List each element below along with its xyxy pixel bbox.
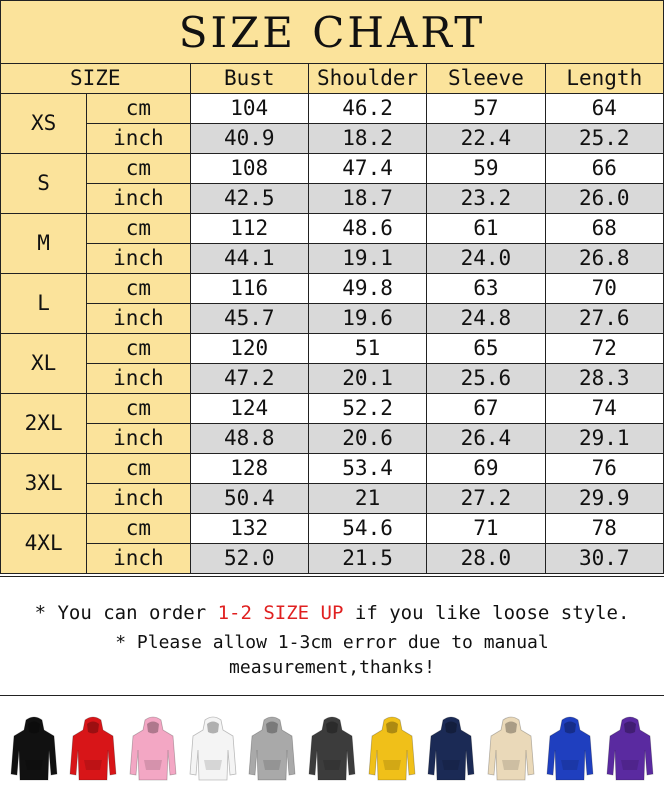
size-label: 4XL <box>1 514 87 574</box>
note-highlight: 1-2 SIZE UP <box>217 602 344 624</box>
measurement-cell: 63 <box>427 274 545 304</box>
measurement-cell: 42.5 <box>190 184 308 214</box>
measurement-cell: 57 <box>427 94 545 124</box>
table-row <box>1 454 664 484</box>
measurement-cell: 52.0 <box>190 544 308 574</box>
header-size: SIZE <box>1 64 191 94</box>
measurement-cell: 19.1 <box>308 244 426 274</box>
measurement-cell: 51 <box>308 334 426 364</box>
measurement-cell: 24.0 <box>427 244 545 274</box>
hoodie-icon <box>606 716 654 782</box>
header-length: Length <box>545 64 663 94</box>
table-row <box>1 184 664 214</box>
unit-label: cm <box>87 274 190 304</box>
unit-label: inch <box>87 124 190 154</box>
hoodie-icon <box>368 716 416 782</box>
measurement-cell: 76 <box>545 454 663 484</box>
measurement-cell: 30.7 <box>545 544 663 574</box>
measurement-cell: 59 <box>427 154 545 184</box>
hoodie-icon <box>546 716 594 782</box>
table-row <box>1 514 664 544</box>
measurement-cell: 26.8 <box>545 244 663 274</box>
measurement-cell: 48.8 <box>190 424 308 454</box>
table-row <box>1 544 664 574</box>
measurement-cell: 47.4 <box>308 154 426 184</box>
unit-label: inch <box>87 304 190 334</box>
measurement-cell: 21 <box>308 484 426 514</box>
unit-label: inch <box>87 544 190 574</box>
size-table <box>0 63 664 574</box>
header-shoulder: Shoulder <box>308 64 426 94</box>
hoodie-icon <box>129 716 177 782</box>
unit-label: inch <box>87 364 190 394</box>
measurement-cell: 26.4 <box>427 424 545 454</box>
table-row <box>1 364 664 394</box>
measurement-cell: 45.7 <box>190 304 308 334</box>
measurement-cell: 124 <box>190 394 308 424</box>
measurement-cell: 50.4 <box>190 484 308 514</box>
table-row <box>1 244 664 274</box>
measurement-cell: 53.4 <box>308 454 426 484</box>
measurement-cell: 48.6 <box>308 214 426 244</box>
measurement-cell: 104 <box>190 94 308 124</box>
measurement-cell: 69 <box>427 454 545 484</box>
measurement-cell: 25.6 <box>427 364 545 394</box>
unit-label: cm <box>87 214 190 244</box>
measurement-cell: 128 <box>190 454 308 484</box>
hoodie-icon <box>10 716 58 782</box>
measurement-cell: 25.2 <box>545 124 663 154</box>
size-label: 3XL <box>1 454 87 514</box>
measurement-cell: 70 <box>545 274 663 304</box>
table-row <box>1 484 664 514</box>
table-row <box>1 304 664 334</box>
measurement-cell: 20.1 <box>308 364 426 394</box>
note-size-up <box>0 602 664 624</box>
unit-label: cm <box>87 94 190 124</box>
unit-label: cm <box>87 394 190 424</box>
size-label: S <box>1 154 87 214</box>
table-row <box>1 94 664 124</box>
table-row <box>1 124 664 154</box>
unit-label: cm <box>87 514 190 544</box>
measurement-cell: 21.5 <box>308 544 426 574</box>
measurement-cell: 27.6 <box>545 304 663 334</box>
measurement-cell: 29.9 <box>545 484 663 514</box>
measurement-cell: 20.6 <box>308 424 426 454</box>
measurement-cell: 28.3 <box>545 364 663 394</box>
size-label: L <box>1 274 87 334</box>
measurement-cell: 18.2 <box>308 124 426 154</box>
hoodie-icon <box>189 716 237 782</box>
measurement-cell: 64 <box>545 94 663 124</box>
hoodie-icon <box>69 716 117 782</box>
hoodie-icon <box>308 716 356 782</box>
header-bust: Bust <box>190 64 308 94</box>
note-error: * Please allow 1-3cm error due to manual measurement,thanks! <box>115 632 549 678</box>
table-row <box>1 154 664 184</box>
hoodie-icon <box>427 716 475 782</box>
size-label: M <box>1 214 87 274</box>
measurement-cell: 65 <box>427 334 545 364</box>
measurement-cell: 68 <box>545 214 663 244</box>
size-label: XL <box>1 334 87 394</box>
measurement-cell: 72 <box>545 334 663 364</box>
table-row <box>1 214 664 244</box>
measurement-cell: 22.4 <box>427 124 545 154</box>
measurement-cell: 74 <box>545 394 663 424</box>
measurement-cell: 66 <box>545 154 663 184</box>
measurement-cell: 49.8 <box>308 274 426 304</box>
note-prefix: * You can order <box>34 602 218 624</box>
measurement-cell: 54.6 <box>308 514 426 544</box>
measurement-cell: 18.7 <box>308 184 426 214</box>
measurement-cell: 28.0 <box>427 544 545 574</box>
measurement-cell: 44.1 <box>190 244 308 274</box>
table-row <box>1 334 664 364</box>
color-swatches <box>0 712 664 782</box>
header-sleeve: Sleeve <box>427 64 545 94</box>
unit-label: inch <box>87 424 190 454</box>
title-bar <box>0 0 664 64</box>
unit-label: cm <box>87 154 190 184</box>
table-row <box>1 424 664 454</box>
unit-label: cm <box>87 334 190 364</box>
table-row <box>1 274 664 304</box>
measurement-cell: 29.1 <box>545 424 663 454</box>
measurement-cell: 47.2 <box>190 364 308 394</box>
measurement-cell: 108 <box>190 154 308 184</box>
measurement-cell: 132 <box>190 514 308 544</box>
unit-label: inch <box>87 244 190 274</box>
unit-label: inch <box>87 184 190 214</box>
measurement-cell: 40.9 <box>190 124 308 154</box>
table-body <box>1 94 664 574</box>
measurement-cell: 67 <box>427 394 545 424</box>
measurement-cell: 61 <box>427 214 545 244</box>
measurement-cell: 27.2 <box>427 484 545 514</box>
measurement-cell: 24.8 <box>427 304 545 334</box>
table-header-row <box>1 64 664 94</box>
measurement-cell: 19.6 <box>308 304 426 334</box>
hoodie-icon <box>248 716 296 782</box>
measurement-cell: 71 <box>427 514 545 544</box>
measurement-cell: 116 <box>190 274 308 304</box>
measurement-cell: 78 <box>545 514 663 544</box>
unit-label: inch <box>87 484 190 514</box>
measurement-cell: 23.2 <box>427 184 545 214</box>
measurement-cell: 120 <box>190 334 308 364</box>
measurement-cell: 26.0 <box>545 184 663 214</box>
size-label: XS <box>1 94 87 154</box>
hoodie-icon <box>487 716 535 782</box>
note-suffix: if you like loose style. <box>343 602 630 624</box>
size-label: 2XL <box>1 394 87 454</box>
page-title: SIZE CHART <box>178 7 486 57</box>
measurement-cell: 52.2 <box>308 394 426 424</box>
measurement-cell: 46.2 <box>308 94 426 124</box>
notes-section <box>0 576 664 696</box>
table-row <box>1 394 664 424</box>
unit-label: cm <box>87 454 190 484</box>
measurement-cell: 112 <box>190 214 308 244</box>
